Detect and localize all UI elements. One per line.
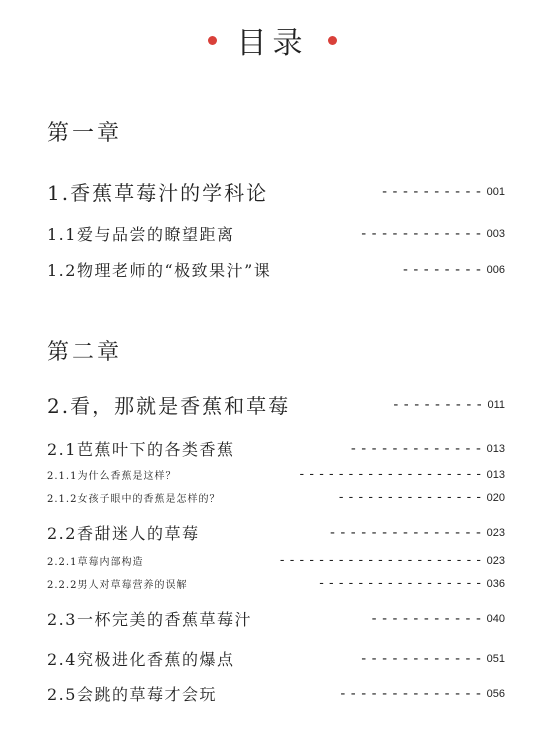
chapter-2-heading: 第二章 — [47, 340, 123, 365]
page-number: 013 — [486, 468, 505, 481]
page-number: 056 — [486, 687, 505, 700]
page-number: 023 — [486, 526, 505, 539]
toc-entry-title: 2.看，那就是香蕉和草莓 — [47, 394, 291, 418]
toc-entry-title: 2.3一杯完美的香蕉草莓汁 — [47, 610, 252, 629]
toc-entry-title: 2.1芭蕉叶下的各类香蕉 — [47, 440, 235, 459]
toc-entry-2-2[interactable] — [47, 521, 505, 544]
toc-header — [0, 18, 545, 62]
dot-leader: --------------------- — [278, 553, 485, 568]
dot-leader: --------- — [391, 396, 486, 413]
dot-leader: --------------- — [328, 524, 485, 541]
toc-entry-2-1-2[interactable] — [47, 490, 505, 505]
page-number: 036 — [486, 577, 505, 590]
toc-entry-title: 2.2香甜迷人的草莓 — [47, 524, 200, 543]
toc-entry-2-1[interactable] — [47, 437, 505, 460]
dot-leader: ------------ — [359, 650, 485, 667]
toc-entry-title: 1.1爱与品尝的瞭望距离 — [47, 225, 235, 244]
toc-entry-1-2[interactable] — [47, 258, 505, 281]
right-dot-icon — [328, 36, 337, 45]
toc-entry-title: 1.2物理老师的“极致果汁”课 — [47, 261, 272, 280]
dot-leader: ----------------- — [317, 576, 485, 591]
chapter-1-heading: 第一章 — [47, 121, 123, 146]
left-dot-icon — [208, 36, 217, 45]
toc-entry-title: 2.4究极进化香蕉的爆点 — [47, 650, 235, 669]
toc-entry-2-1-1[interactable] — [47, 467, 505, 482]
toc-entry-title: 2.1.2女孩子眼中的香蕉是怎样的？ — [47, 494, 221, 505]
dot-leader: ------------ — [359, 225, 485, 242]
dot-leader: -------------- — [338, 685, 485, 702]
toc-entry-2-4[interactable] — [47, 647, 505, 670]
dot-leader: --------------- — [337, 490, 485, 505]
page-title: 目录 — [236, 26, 309, 61]
page-number: 011 — [487, 398, 505, 411]
toc-entry-title: 1.香蕉草莓汁的学科论 — [47, 181, 269, 205]
toc-entry-2-5[interactable] — [47, 682, 505, 705]
dot-leader: ----------- — [369, 610, 485, 627]
toc-entry-2[interactable] — [47, 390, 505, 419]
page-number: 001 — [486, 185, 505, 198]
toc-entry-2-3[interactable] — [47, 607, 505, 630]
page-number: 040 — [486, 612, 505, 625]
page-number: 013 — [486, 442, 505, 455]
page-number: 051 — [486, 652, 505, 665]
toc-entry-1-1[interactable] — [47, 222, 505, 245]
page-number: 020 — [486, 491, 505, 504]
dot-leader: ------------------- — [297, 467, 485, 482]
toc-entry-title: 2.2.1草莓内部构造 — [47, 557, 144, 568]
toc-entry-2-2-1[interactable] — [47, 553, 505, 568]
dot-leader: ---------- — [380, 183, 485, 200]
toc-entry-2-2-2[interactable] — [47, 576, 505, 591]
toc-entry-title: 2.2.2男人对草莓营养的误解 — [47, 580, 188, 591]
toc-entry-title: 2.5会跳的草莓才会玩 — [47, 685, 217, 704]
page-number: 003 — [486, 227, 505, 240]
dot-leader: -------- — [401, 261, 485, 278]
dot-leader: ------------- — [349, 440, 485, 457]
page-number: 006 — [486, 263, 505, 276]
toc-entry-1[interactable] — [47, 177, 505, 206]
page-number: 023 — [486, 554, 505, 567]
toc-entry-title: 2.1.1为什么香蕉是这样？ — [47, 471, 177, 482]
